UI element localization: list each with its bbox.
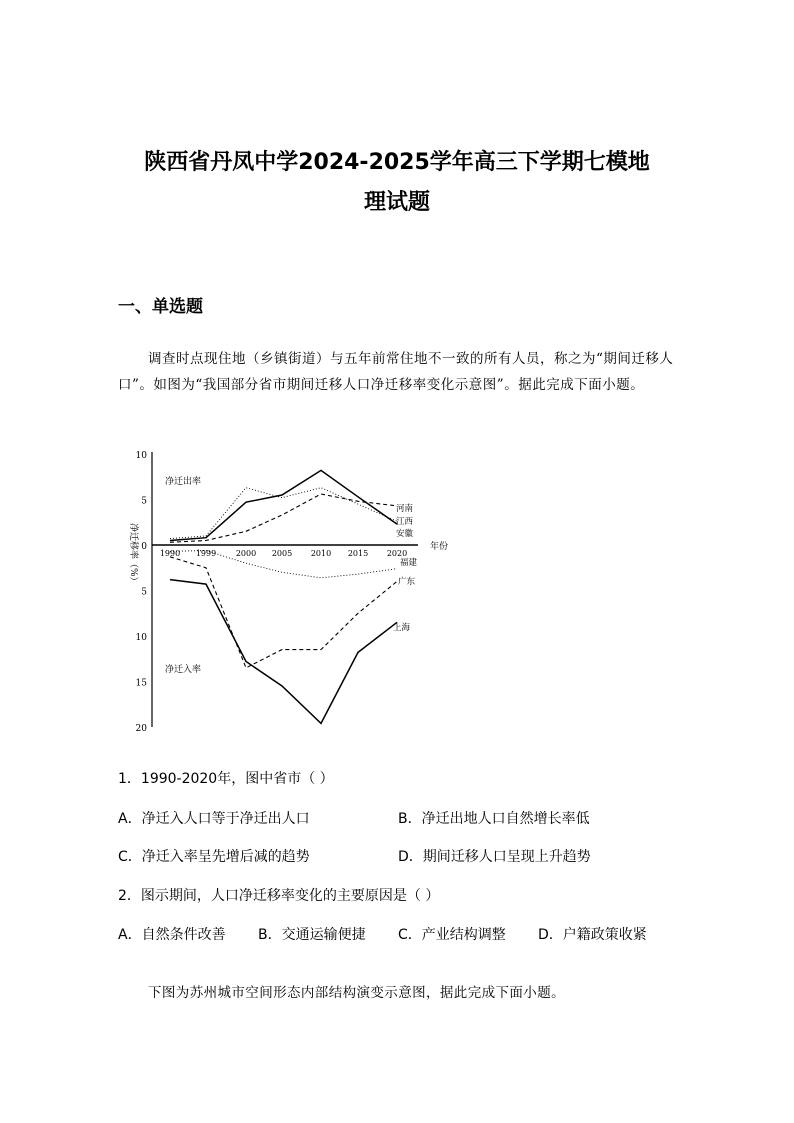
- y-axis-label: 净迁移率（%）: [128, 523, 138, 586]
- q1-option-b[interactable]: B．净迁出地人口自然增长率低: [398, 811, 590, 827]
- series-label-河南: 河南: [396, 504, 414, 514]
- y-tick-label: 5: [141, 496, 147, 507]
- y-tick-label: 10: [135, 633, 147, 643]
- series-line-河南: [170, 470, 397, 540]
- next-section-intro: 下图为苏州城市空间形态内部结构演变示意图，据此完成下面小题。: [148, 985, 565, 1001]
- q1-option-d[interactable]: D．期间迁移人口呈现上升趋势: [398, 849, 591, 865]
- q2-option-b[interactable]: B．交通运输便捷: [258, 927, 366, 943]
- q2-option-a[interactable]: A．自然条件改善: [118, 927, 226, 943]
- inflow-annotation: 净迁入率: [165, 665, 202, 675]
- series-label-安徽: 安徽: [396, 529, 414, 539]
- series-label-广东: 广东: [398, 577, 416, 587]
- outflow-annotation: 净迁出率: [165, 477, 202, 487]
- y-tick-label: 20: [135, 724, 147, 734]
- series-label-福建: 福建: [400, 558, 418, 568]
- section-heading: 一、单选题: [118, 297, 203, 317]
- x-tick-label: 1990: [159, 549, 181, 558]
- chart-series: [170, 470, 397, 723]
- series-line-江西: [170, 488, 397, 539]
- x-tick-label: 2020: [386, 549, 408, 558]
- q2-option-c[interactable]: C．产业结构调整: [398, 927, 506, 943]
- x-tick-label: 2010: [310, 549, 332, 558]
- x-axis-label: 年份: [430, 542, 449, 552]
- series-label-上海: 上海: [393, 623, 411, 633]
- title-line-2: 理试题: [363, 190, 430, 215]
- y-tick-label: 5: [141, 587, 147, 598]
- series-line-上海: [170, 580, 397, 724]
- y-tick-label: 0: [141, 542, 147, 552]
- series-line-安徽: [170, 494, 397, 542]
- question-1-stem: 1．1990-2020年，图中省市（ ）: [118, 771, 334, 787]
- x-tick-label: 2015: [347, 549, 369, 558]
- title-line-1: 陕西省丹凤中学2024-2025学年高三下学期七模地: [144, 150, 650, 175]
- y-tick-label: 10: [135, 451, 147, 461]
- series-label-江西: 江西: [396, 517, 414, 527]
- page-title: [60, 143, 734, 223]
- x-tick-label: 1999: [195, 549, 217, 558]
- q1-option-c[interactable]: C．净迁入率呈先增后减的趋势: [118, 849, 310, 865]
- series-line-广东: [170, 557, 397, 668]
- intro-paragraph: 调查时点现住地（乡镇街道）与五年前常住地不一致的所有人员，称之为“期间迁移人口”。如图为“我国部分省市期间迁移人口净迁移率变化示意图”。据此完成下面小题。: [118, 351, 674, 393]
- question-2-stem: 2．图示期间，人口净迁移率变化的主要原因是（ ）: [118, 888, 440, 904]
- q2-option-d[interactable]: D．户籍政策收紧: [538, 927, 647, 943]
- q1-option-a[interactable]: A．净迁入人口等于净迁出人口: [118, 811, 310, 827]
- x-tick-label: 2000: [235, 549, 257, 558]
- x-tick-label: 2005: [271, 549, 293, 558]
- net-migration-chart: [118, 440, 458, 740]
- y-tick-label: 15: [135, 678, 147, 689]
